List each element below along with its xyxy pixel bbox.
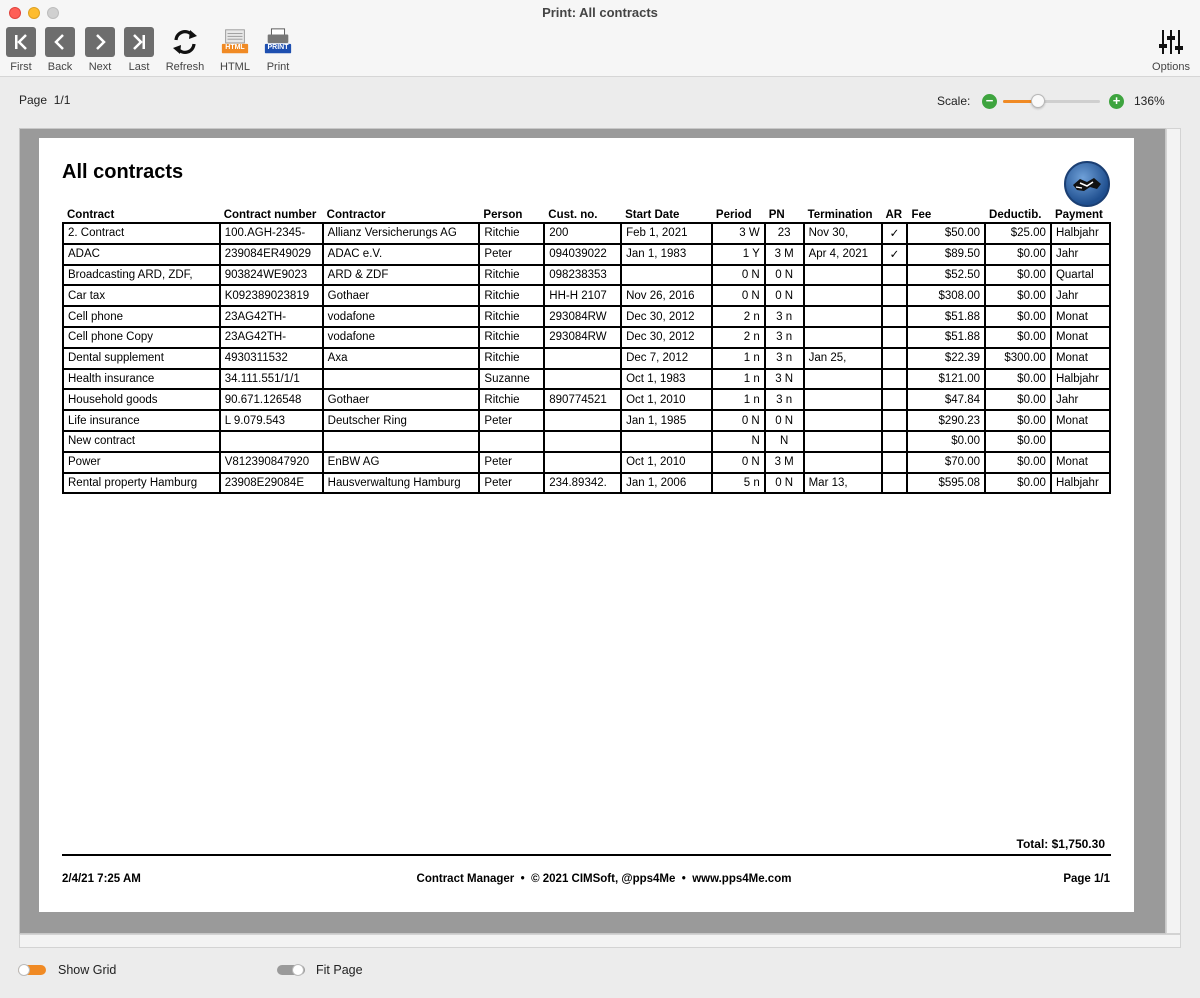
scale-slider-knob[interactable] — [1031, 94, 1045, 108]
table-cell: Jan 25, — [804, 348, 882, 369]
table-cell: $308.00 — [907, 285, 985, 306]
table-cell: 1 n — [712, 369, 765, 390]
table-cell: $290.23 — [907, 410, 985, 431]
table-cell — [544, 431, 621, 452]
table-cell: 3 n — [765, 327, 804, 348]
table-cell: Allianz Versicherungs AG — [323, 223, 480, 244]
table-cell — [804, 431, 882, 452]
table-cell: 3 n — [765, 389, 804, 410]
table-row — [63, 244, 1110, 265]
table-cell: $51.88 — [907, 306, 985, 327]
table-cell: Ritchie — [479, 327, 544, 348]
table-cell: 2 n — [712, 306, 765, 327]
table-cell — [621, 431, 712, 452]
contracts-table — [62, 207, 1111, 494]
table-cell — [804, 265, 882, 286]
column-header: Person — [483, 208, 523, 221]
table-cell: Mar 13, — [804, 473, 882, 494]
table-cell: Jan 1, 2006 — [621, 473, 712, 494]
table-cell — [804, 327, 882, 348]
horizontal-scrollbar[interactable] — [19, 934, 1181, 948]
table-row — [63, 285, 1110, 306]
title-bar — [0, 0, 1200, 77]
window-title: Print: All contracts — [542, 5, 658, 20]
table-cell: 5 n — [712, 473, 765, 494]
table-cell: 098238353 — [544, 265, 621, 286]
table-cell: Monat — [1051, 327, 1110, 348]
table-cell: 0 N — [712, 285, 765, 306]
table-cell: 2. Contract — [63, 223, 220, 244]
table-cell: 100.AGH-2345- — [220, 223, 323, 244]
table-cell: Nov 26, 2016 — [621, 285, 712, 306]
table-cell: Monat — [1051, 306, 1110, 327]
table-cell: $0.00 — [985, 285, 1051, 306]
last-page-button[interactable] — [116, 27, 162, 75]
toggle-knob — [18, 964, 30, 976]
handshake-logo-icon — [1064, 161, 1110, 207]
table-cell: $52.50 — [907, 265, 985, 286]
table-cell: Feb 1, 2021 — [621, 223, 712, 244]
table-cell: 0 N — [765, 410, 804, 431]
table-cell: Dental supplement — [63, 348, 220, 369]
table-cell: Apr 4, 2021 — [804, 244, 882, 265]
next-page-icon — [85, 27, 115, 57]
table-cell: Power — [63, 452, 220, 473]
column-header: Fee — [911, 208, 932, 221]
table-cell: 2 n — [712, 327, 765, 348]
table-cell: 0 N — [712, 410, 765, 431]
table-cell: Peter — [479, 473, 544, 494]
table-cell: ARD & ZDF — [323, 265, 480, 286]
table-cell: 3 M — [765, 244, 804, 265]
table-cell — [804, 389, 882, 410]
table-cell: K092389023819 — [220, 285, 323, 306]
table-cell — [804, 285, 882, 306]
footer-timestamp: 2/4/21 7:25 AM — [62, 873, 141, 885]
table-cell: vodafone — [323, 327, 480, 348]
table-cell: Jahr — [1051, 389, 1110, 410]
column-header: Contract — [67, 208, 115, 221]
table-cell: $595.08 — [907, 473, 985, 494]
fit-page-toggle[interactable] — [277, 965, 305, 975]
next-page-label: Next — [88, 61, 112, 73]
table-row — [63, 410, 1110, 431]
table-cell — [882, 389, 908, 410]
table-cell: 23908E29084E — [220, 473, 323, 494]
column-header: Contractor — [326, 208, 386, 221]
table-cell: Oct 1, 2010 — [621, 389, 712, 410]
table-cell: $0.00 — [985, 265, 1051, 286]
table-cell: Life insurance — [63, 410, 220, 431]
table-cell: 200 — [544, 223, 621, 244]
print-badge-text: PRINT — [267, 44, 289, 51]
table-cell — [882, 473, 908, 494]
column-header: Contract number — [223, 208, 317, 221]
table-cell — [882, 306, 908, 327]
table-row — [63, 369, 1110, 390]
table-cell: Gothaer — [323, 285, 480, 306]
table-cell: Dec 7, 2012 — [621, 348, 712, 369]
table-cell: Ritchie — [479, 265, 544, 286]
refresh-icon — [170, 27, 200, 57]
table-cell: $0.00 — [985, 389, 1051, 410]
show-grid-toggle[interactable] — [18, 965, 46, 975]
table-header-row — [63, 207, 1110, 223]
table-cell: Jahr — [1051, 285, 1110, 306]
table-cell: Quartal — [1051, 265, 1110, 286]
table-cell: $50.00 — [907, 223, 985, 244]
table-cell: Nov 30, — [804, 223, 882, 244]
table-cell: 0 N — [765, 473, 804, 494]
table-row — [63, 265, 1110, 286]
table-cell: Halbjahr — [1051, 369, 1110, 390]
scale-slider[interactable] — [1003, 100, 1100, 103]
table-cell: EnBW AG — [323, 452, 480, 473]
table-cell: ✓ — [882, 223, 908, 244]
table-cell: Ritchie — [479, 348, 544, 369]
table-cell: 3 N — [765, 369, 804, 390]
zoom-in-button[interactable] — [1109, 94, 1124, 109]
table-body — [63, 223, 1110, 493]
first-page-icon — [6, 27, 36, 57]
column-header: Deductib. — [989, 208, 1042, 221]
table-row — [63, 473, 1110, 494]
table-cell: $25.00 — [985, 223, 1051, 244]
table-cell: Hausverwaltung Hamburg — [323, 473, 480, 494]
table-cell: 0 N — [765, 265, 804, 286]
table-cell: 903824WE9023 — [220, 265, 323, 286]
table-cell: $0.00 — [985, 244, 1051, 265]
table-cell: Halbjahr — [1051, 223, 1110, 244]
footer-credits: Contract Manager • © 2021 CIMSoft, @pps4Me • www.pps4Me.com — [416, 873, 792, 885]
table-cell — [1051, 431, 1110, 452]
table-cell — [882, 348, 908, 369]
last-page-label: Last — [128, 61, 150, 73]
document-title: All contracts — [62, 161, 184, 183]
table-row — [63, 327, 1110, 348]
refresh-label: Refresh — [165, 61, 205, 73]
table-cell — [882, 285, 908, 306]
table-cell — [220, 431, 323, 452]
total-amount: Total: $1,750.30 — [1016, 837, 1105, 851]
table-cell: $0.00 — [985, 452, 1051, 473]
table-cell: Deutscher Ring — [323, 410, 480, 431]
table-cell: 23AG42TH- — [220, 327, 323, 348]
plus-icon: + — [1112, 93, 1121, 108]
table-cell: $0.00 — [985, 306, 1051, 327]
column-header: Termination — [807, 208, 873, 221]
table-cell: Dec 30, 2012 — [621, 306, 712, 327]
table-cell — [882, 327, 908, 348]
minus-icon: − — [985, 93, 994, 108]
zoom-out-button[interactable] — [982, 94, 997, 109]
table-cell — [804, 369, 882, 390]
table-cell: 293084RW — [544, 306, 621, 327]
table-cell — [804, 410, 882, 431]
column-header: Cust. no. — [548, 208, 598, 221]
column-header: Start Date — [625, 208, 680, 221]
table-cell: Ritchie — [479, 285, 544, 306]
table-cell: Broadcasting ARD, ZDF, — [63, 265, 220, 286]
table-cell — [621, 265, 712, 286]
table-cell: L 9.079.543 — [220, 410, 323, 431]
table-cell: $0.00 — [985, 431, 1051, 452]
table-cell: ADAC — [63, 244, 220, 265]
table-cell: 890774521 — [544, 389, 621, 410]
table-cell: Oct 1, 1983 — [621, 369, 712, 390]
table-cell: 0 N — [712, 265, 765, 286]
table-cell: $0.00 — [985, 473, 1051, 494]
table-cell: Axa — [323, 348, 480, 369]
table-cell: ✓ — [882, 244, 908, 265]
table-cell — [882, 431, 908, 452]
vertical-scrollbar[interactable] — [1166, 128, 1181, 934]
back-page-icon — [45, 27, 75, 57]
table-cell: New contract — [63, 431, 220, 452]
table-cell: Health insurance — [63, 369, 220, 390]
table-cell — [804, 306, 882, 327]
table-cell: 90.671.126548 — [220, 389, 323, 410]
show-grid-label: Show Grid — [58, 963, 117, 977]
footer-page-number: Page 1/1 — [1063, 873, 1110, 885]
table-cell: Peter — [479, 452, 544, 473]
table-cell: Household goods — [63, 389, 220, 410]
table-cell: Monat — [1051, 410, 1110, 431]
table-cell: $51.88 — [907, 327, 985, 348]
options-label: Options — [1152, 61, 1190, 73]
table-cell: 23AG42TH- — [220, 306, 323, 327]
table-row — [63, 348, 1110, 369]
table-cell — [479, 431, 544, 452]
print-button[interactable] — [255, 27, 301, 75]
table-cell: Peter — [479, 244, 544, 265]
table-cell: $70.00 — [907, 452, 985, 473]
html-export-button[interactable] — [212, 27, 258, 75]
table-cell: 0 N — [712, 452, 765, 473]
table-cell: Jan 1, 1983 — [621, 244, 712, 265]
table-cell: $47.84 — [907, 389, 985, 410]
table-cell: Rental property Hamburg — [63, 473, 220, 494]
table-cell: HH-H 2107 — [544, 285, 621, 306]
table-cell: N — [765, 431, 804, 452]
table-cell: Ritchie — [479, 306, 544, 327]
table-cell: $22.39 — [907, 348, 985, 369]
table-cell: $0.00 — [985, 369, 1051, 390]
table-cell: $0.00 — [985, 327, 1051, 348]
table-cell — [544, 410, 621, 431]
table-row — [63, 452, 1110, 473]
table-cell: N — [712, 431, 765, 452]
table-cell: 34.111.551/1/1 — [220, 369, 323, 390]
table-cell — [882, 265, 908, 286]
table-cell: 234.89342. — [544, 473, 621, 494]
table-cell: 293084RW — [544, 327, 621, 348]
table-cell: Suzanne — [479, 369, 544, 390]
table-cell: 3 n — [765, 306, 804, 327]
table-cell — [804, 452, 882, 473]
print-label: Print — [266, 61, 290, 73]
back-page-label: Back — [47, 61, 73, 73]
table-cell: 23 — [765, 223, 804, 244]
table-cell: 4930311532 — [220, 348, 323, 369]
table-cell: $0.00 — [985, 410, 1051, 431]
print-page — [39, 138, 1134, 912]
table-cell: $121.00 — [907, 369, 985, 390]
table-cell: Cell phone Copy — [63, 327, 220, 348]
table-cell: 1 n — [712, 389, 765, 410]
column-header: PN — [768, 208, 785, 221]
table-cell: Oct 1, 2010 — [621, 452, 712, 473]
table-cell — [882, 369, 908, 390]
table-cell: Monat — [1051, 452, 1110, 473]
page-indicator: Page 1/1 — [19, 93, 71, 107]
scale-label: Scale: — [937, 94, 971, 108]
table-row — [63, 431, 1110, 452]
table-cell — [882, 410, 908, 431]
table-cell — [882, 452, 908, 473]
table-cell: Halbjahr — [1051, 473, 1110, 494]
table-cell: Dec 30, 2012 — [621, 327, 712, 348]
table-cell: Jan 1, 1985 — [621, 410, 712, 431]
table-cell: Jahr — [1051, 244, 1110, 265]
column-header: Payment — [1054, 208, 1103, 221]
table-cell: $89.50 — [907, 244, 985, 265]
table-cell: Ritchie — [479, 389, 544, 410]
table-cell — [323, 431, 480, 452]
table-row — [63, 223, 1110, 244]
table-cell — [544, 369, 621, 390]
toggle-knob — [292, 964, 304, 976]
footer-divider — [62, 854, 1111, 856]
scale-value: 136% — [1134, 94, 1165, 108]
table-cell: $300.00 — [985, 348, 1051, 369]
table-cell: 1 Y — [712, 244, 765, 265]
table-cell — [544, 452, 621, 473]
sliders-icon — [1156, 27, 1186, 57]
html-export-icon — [220, 27, 250, 57]
table-cell: Gothaer — [323, 389, 480, 410]
html-export-label: HTML — [220, 61, 250, 73]
table-cell: vodafone — [323, 306, 480, 327]
html-badge-text: HTML — [225, 44, 245, 51]
printer-icon — [263, 27, 293, 57]
table-cell: 0 N — [765, 285, 804, 306]
table-cell: 3 n — [765, 348, 804, 369]
column-header: AR — [885, 208, 903, 221]
table-cell: Peter — [479, 410, 544, 431]
last-page-icon — [124, 27, 154, 57]
table-row — [63, 389, 1110, 410]
table-cell: 3 W — [712, 223, 765, 244]
table-cell: Ritchie — [479, 223, 544, 244]
fit-page-label: Fit Page — [316, 963, 363, 977]
table-cell: Monat — [1051, 348, 1110, 369]
refresh-button[interactable] — [162, 27, 208, 75]
table-cell: Cell phone — [63, 306, 220, 327]
table-cell: 3 M — [765, 452, 804, 473]
table-cell: 239084ER49029 — [220, 244, 323, 265]
table-cell: 094039022 — [544, 244, 621, 265]
table-cell — [323, 369, 480, 390]
table-row — [63, 306, 1110, 327]
table-cell: Car tax — [63, 285, 220, 306]
table-cell — [544, 348, 621, 369]
table-cell: $0.00 — [907, 431, 985, 452]
first-page-label: First — [10, 61, 32, 73]
options-button[interactable] — [1148, 27, 1194, 75]
column-header: Period — [715, 208, 752, 221]
table-cell: ADAC e.V. — [323, 244, 480, 265]
table-cell: V812390847920 — [220, 452, 323, 473]
table-cell: 1 n — [712, 348, 765, 369]
